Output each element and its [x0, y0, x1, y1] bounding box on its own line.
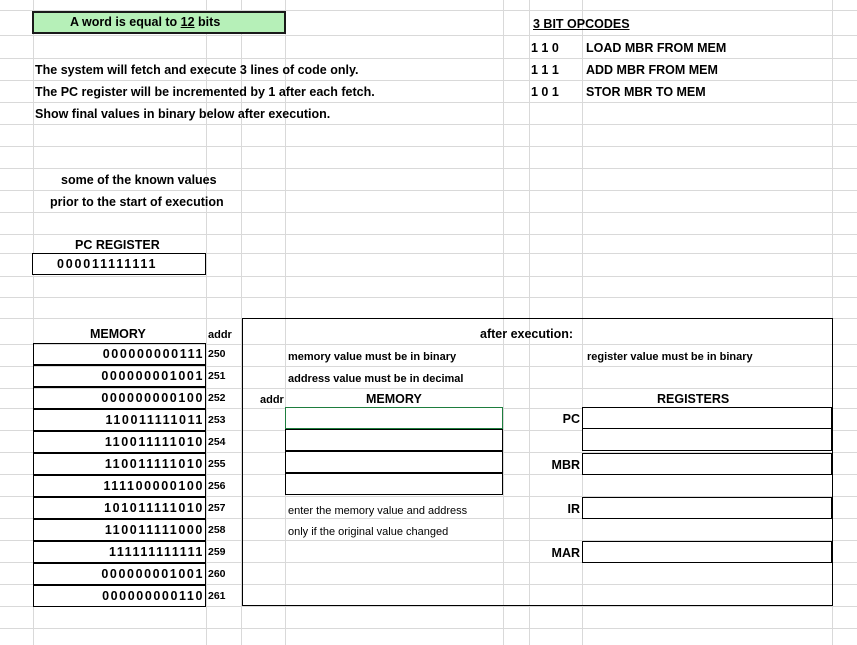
register-binary-note: register value must be in binary [587, 351, 753, 363]
instruction-line-1: The system will fetch and execute 3 lines of code only. [35, 63, 359, 77]
memory-address-label: 252 [208, 392, 226, 404]
instruction-line-3: Show final values in binary below after execution. [35, 107, 331, 121]
memory-value-cell[interactable]: 000000001001 [33, 563, 206, 585]
memory-address-label: 256 [208, 480, 226, 492]
memory-value-cell[interactable]: 111111111111 [33, 541, 206, 563]
memory-value-cell[interactable]: 111100000100 [33, 475, 206, 497]
memory-answer-cell-4[interactable] [285, 473, 503, 495]
banner-suffix: bits [194, 15, 221, 29]
memory-addr-label: addr [208, 329, 232, 341]
memory-value-cell[interactable]: 000000000110 [33, 585, 206, 607]
opcodes-title: 3 BIT OPCODES [533, 17, 630, 31]
word-size-banner[interactable] [32, 11, 286, 34]
banner-prefix: A word is equal to [70, 15, 181, 29]
pc-register-value[interactable]: 000011111111 [32, 253, 206, 275]
memory-value-cell[interactable]: 000000000111 [33, 343, 206, 365]
register-spacer-1 [582, 429, 832, 451]
memory-value-cell[interactable]: 000000001001 [33, 365, 206, 387]
memory-address-label: 259 [208, 546, 226, 558]
memory-address-label: 253 [208, 414, 226, 426]
opcode-desc-3: STOR MBR TO MEM [586, 85, 706, 99]
register-input-ir[interactable] [582, 497, 832, 519]
register-input-mbr[interactable] [582, 453, 832, 475]
register-label-pc: PC [562, 412, 580, 426]
banner-bits: 12 [180, 15, 195, 29]
opcode-code-2: 1 1 1 [531, 63, 559, 77]
registers-label: REGISTERS [657, 392, 730, 406]
memory-value-cell[interactable]: 110011111010 [33, 453, 206, 475]
register-label-ir: IR [567, 502, 580, 516]
instruction-line-2: The PC register will be incremented by 1 after each fetch. [35, 85, 375, 99]
after-addr-label: addr [260, 394, 284, 406]
known-values-line-2: prior to the start of execution [50, 195, 224, 209]
opcode-desc-1: LOAD MBR FROM MEM [586, 41, 727, 55]
register-input-pc[interactable] [582, 407, 832, 429]
after-execution-title: after execution: [480, 327, 574, 341]
memory-value-cell[interactable]: 110011111011 [33, 409, 206, 431]
register-input-mar[interactable] [582, 541, 832, 563]
memory-address-label: 251 [208, 370, 226, 382]
memory-address-label: 255 [208, 458, 226, 470]
register-label-mbr: MBR [551, 458, 580, 472]
memory-value-cell[interactable]: 000000000100 [33, 387, 206, 409]
pc-register-label: PC REGISTER [75, 238, 160, 252]
memory-address-label: 254 [208, 436, 226, 448]
memory-binary-note: memory value must be in binary [288, 351, 457, 363]
memory-value-cell[interactable]: 101011111010 [33, 497, 206, 519]
after-memory-label: MEMORY [366, 392, 422, 406]
memory-address-label: 260 [208, 568, 226, 580]
opcode-desc-2: ADD MBR FROM MEM [586, 63, 718, 77]
memory-value-cell[interactable]: 110011111000 [33, 519, 206, 541]
address-decimal-note: address value must be in decimal [288, 373, 464, 385]
memory-answer-cell-2[interactable] [285, 429, 503, 451]
enter-note-line-1: enter the memory value and address [288, 505, 468, 517]
memory-address-label: 250 [208, 348, 226, 360]
memory-address-label: 257 [208, 502, 226, 514]
known-values-line-1: some of the known values [61, 173, 217, 187]
enter-note-line-2: only if the original value changed [288, 526, 449, 538]
memory-answer-cell-1[interactable] [285, 407, 503, 429]
opcode-code-1: 1 1 0 [531, 41, 559, 55]
memory-label: MEMORY [90, 327, 146, 341]
opcode-code-3: 1 0 1 [531, 85, 559, 99]
memory-address-label: 258 [208, 524, 226, 536]
memory-value-cell[interactable]: 110011111010 [33, 431, 206, 453]
memory-answer-cell-3[interactable] [285, 451, 503, 473]
register-label-mar: MAR [551, 546, 580, 560]
memory-address-label: 261 [208, 590, 226, 602]
